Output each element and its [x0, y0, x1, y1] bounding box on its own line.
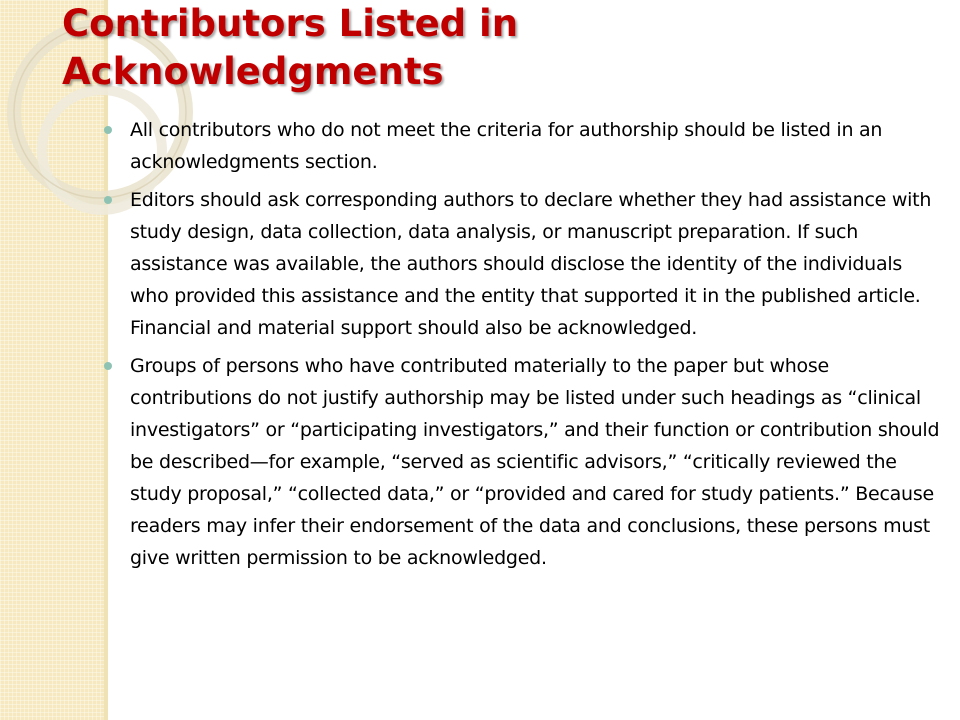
title-line-2: Acknowledgments — [62, 50, 444, 93]
bullet-text: All contributors who do not meet the criteria for authorship should be listed in an acknowledgments section. — [130, 119, 883, 173]
bullet-dot-icon — [104, 362, 112, 370]
bullet-dot-icon — [104, 196, 112, 204]
bullet-item — [104, 114, 944, 178]
bullet-item — [104, 184, 944, 344]
bullet-list — [104, 114, 944, 580]
side-decorative-band — [0, 0, 105, 720]
bullet-text: Groups of persons who have contributed materially to the paper but whose contributions do not justify authorship may be listed under such headings as “clinical investigators” or “participating investigators,” and their function or contribution should be described—for example, “served as scientific advisors,” “critically reviewed the study proposal,” “collected data,” or “provided and cared for study patients.” Because readers may infer their endorsement of the data and conclusions, these persons must give written permission to be acknowledged. — [130, 355, 940, 569]
bullet-dot-icon — [104, 126, 112, 134]
slide-title — [62, 0, 922, 96]
title-line-1: Contributors Listed in — [62, 2, 519, 45]
bullet-text: Editors should ask corresponding authors to declare whether they had assistance with study design, data collection, data analysis, or manuscript preparation. If such assistance was available, the authors should disclose the identity of the individuals who provided this assistance and the entity that supported it in the published article. Financial and material support should also be acknowledged. — [130, 189, 932, 339]
bullet-item — [104, 350, 944, 574]
